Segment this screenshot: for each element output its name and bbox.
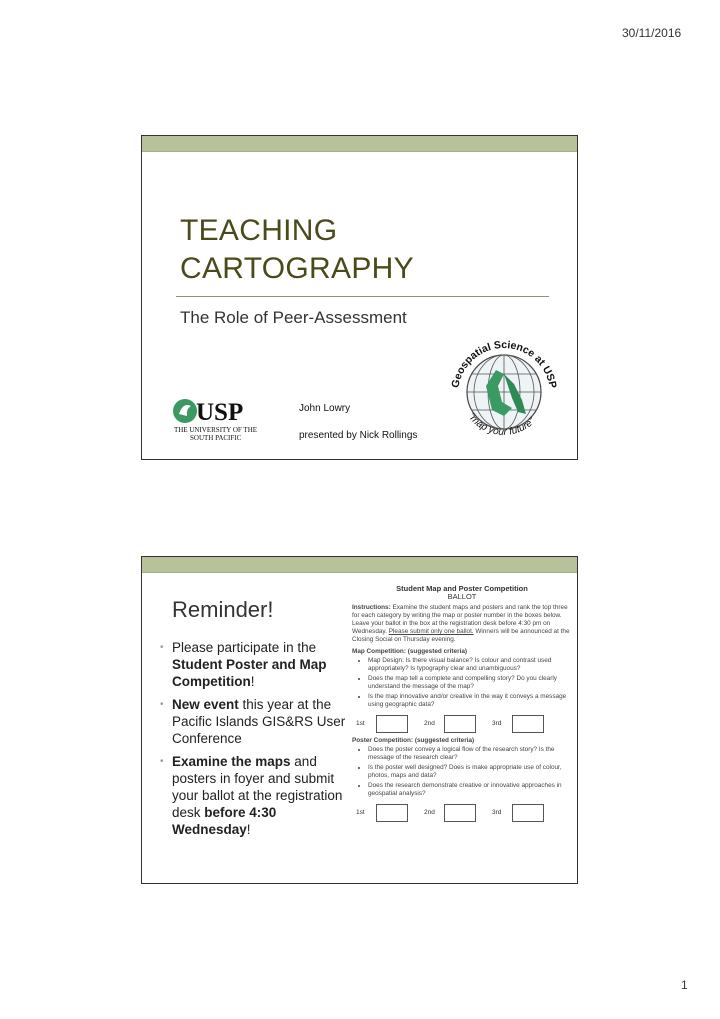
rank-box: [376, 804, 408, 822]
bullet-text: this year at the Pacific Islands GIS&RS User Conference: [172, 697, 346, 746]
bullet-icon: •: [160, 699, 164, 710]
bullet-text: Please participate in the: [172, 640, 317, 655]
slide-subtitle: The Role of Peer-Assessment: [180, 308, 407, 327]
bullet-list: [160, 639, 350, 844]
geo-logo-ring-bottom: "map your future": [465, 411, 538, 438]
ballot-instructions-label: Instructions:: [352, 604, 391, 611]
bullet-text: and posters in foyer and submit your ballot at the registration desk: [172, 754, 343, 820]
rank-label: 2nd: [424, 720, 435, 727]
rank-box: [512, 715, 544, 733]
geospatial-science-logo: [440, 328, 568, 448]
usp-logo: [172, 396, 272, 444]
author-name: John Lowry: [299, 403, 351, 414]
criteria-item: • Does the poster convey a logical flow of the research story? Is the message of the research clear?: [368, 746, 572, 762]
criteria-item: • Does the research demonstrate creative or innovative approaches in geospatial analysis?: [368, 782, 572, 798]
criteria-item: • Does the map tell a complete and compelling story? Do you clearly understand the message of the map?: [368, 675, 572, 691]
bullet-text: !: [246, 822, 251, 837]
rank-label: 2nd: [424, 809, 435, 816]
map-criteria-list: [352, 657, 572, 709]
ballot-instructions: [352, 604, 572, 644]
criteria-item: • Is the map innovative and/or creative in the way it conveys a message using geographic data?: [368, 693, 572, 709]
usp-logo-text: USP: [196, 399, 244, 426]
ballot-subtitle: BALLOT: [447, 592, 477, 601]
slide-title-line-1: TEACHING: [180, 214, 338, 247]
poster-criteria-heading: Poster Competition: (suggested criteria): [352, 737, 475, 744]
criteria-item: • Map Design: Is there visual balance? Is colour and contrast used appropriately? Is typography clear and unambiguous?: [368, 657, 572, 673]
rank-box: [444, 715, 476, 733]
rank-label: 3rd: [492, 720, 502, 727]
rank-box: [444, 804, 476, 822]
usp-logo-sub1: THE UNIVERSITY OF THE: [174, 426, 258, 434]
bullet-bold: before 4:30 Wednesday: [172, 805, 277, 837]
usp-logo-sub2: SOUTH PACIFIC: [190, 434, 242, 442]
presenter-name: presented by Nick Rollings: [299, 430, 418, 441]
slide-heading: Reminder!: [172, 597, 274, 622]
geo-logo-ring-top: Geospatial Science at USP: [449, 338, 559, 390]
reminder-slide: [141, 556, 578, 884]
poster-rank-row: [356, 804, 572, 822]
ballot-instructions-end: Winners will be announced at the Closing Social on Thursday evening.: [352, 628, 570, 643]
poster-criteria-list: [352, 746, 572, 798]
bullet-item: [160, 753, 350, 838]
slide-header-band: [142, 557, 577, 573]
title-slide: [141, 135, 578, 460]
ballot-title: Student Map and Poster Competition: [396, 584, 528, 593]
bullet-icon: •: [160, 756, 164, 767]
ballot-instructions-underline: Please submit only one ballot.: [388, 628, 474, 635]
map-criteria-heading: Map Competition: (suggested criteria): [352, 648, 468, 655]
slide-header-band: [142, 136, 577, 152]
slide-title-line-2: CARTOGRAPHY: [180, 252, 414, 285]
criteria-item: • Is the poster well designed? Does is make appropriate use of colour, photos, maps and data?: [368, 764, 572, 780]
bullet-bold: Examine the maps: [172, 754, 291, 769]
ballot-image: [352, 585, 572, 877]
rank-label: 3rd: [492, 809, 502, 816]
rank-label: 1st: [356, 720, 365, 727]
bullet-item: [160, 696, 350, 747]
bullet-text: !: [250, 674, 255, 689]
bullet-bold: New event: [172, 697, 239, 712]
title-divider: [176, 296, 549, 297]
rank-box: [376, 715, 408, 733]
page-date: 30/11/2016: [622, 26, 682, 40]
rank-box: [512, 804, 544, 822]
bullet-item: [160, 639, 350, 690]
bullet-bold: Student Poster and Map Competition: [172, 657, 327, 689]
page-number: 1: [681, 978, 688, 992]
map-rank-row: [356, 715, 572, 733]
rank-label: 1st: [356, 809, 365, 816]
bullet-icon: •: [160, 642, 164, 653]
ballot-instructions-text: Examine the student maps and posters and rank the top three for each category by writing the map or poster number in the boxes below. Leave your ballot in the box at the registration desk before 4:30 pm on Wednesday.: [352, 604, 568, 635]
